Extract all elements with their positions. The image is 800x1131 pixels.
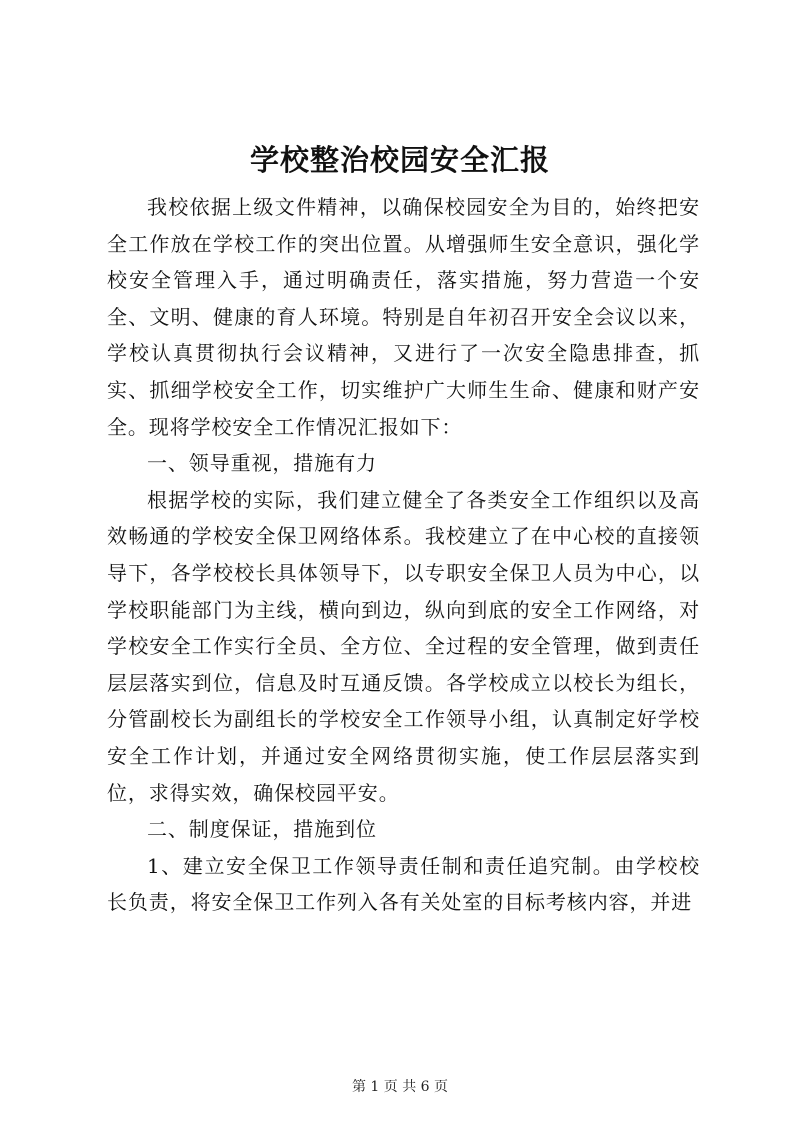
page-number: 第 1 页 共 6 页: [351, 1079, 449, 1095]
intro-paragraph: 我校依据上级文件精神，以确保校园安全为目的，始终把安全工作放在学校工作的突出位置。从增强师生安全意识，强化学校安全管理入手，通过明确责任，落实措施，努力营造一个安全、文明、健康的育人环境。特别是自年初召开安全会议以来，学校认真贯彻执行会议精神，又进行了一次安全隐患排查，抓实、抓细学校安全工作，切实维护广大师生生命、健康和财产安全。现将学校安全工作情况汇报如下：: [107, 195, 700, 439]
section-1-paragraph: 根据学校的实际，我们建立健全了各类安全工作组织以及高效畅通的学校安全保卫网络体系。我校建立了在中心校的直接领导下，各学校校长具体领导下，以专职安全保卫人员为中心，以学校职能部门为主线，横向到边，纵向到底的安全工作网络，对学校安全工作实行全员、全方位、全过程的安全管理，做到责任层层落实到位，信息及时互通反馈。各学校成立以校长为组长，分管副校长为副组长的学校安全工作领导小组，认真制定好学校安全工作计划，并通过安全网络贯彻实施，使工作层层落实到位，求得实效，确保校园平安。: [107, 487, 700, 805]
page-footer: [0, 1077, 800, 1097]
document-body: [107, 189, 700, 921]
document-title: 学校整治校园安全汇报: [249, 143, 550, 177]
section-2-item-1: 1、建立安全保卫工作领导责任制和责任追究制。由学校校长负责，将安全保卫工作列入各有关处室的目标考核内容，并进: [107, 853, 700, 915]
section-heading-1: 一、领导重视，措施有力: [147, 451, 377, 476]
section-heading-2: 二、制度保证，措施到位: [147, 817, 377, 842]
